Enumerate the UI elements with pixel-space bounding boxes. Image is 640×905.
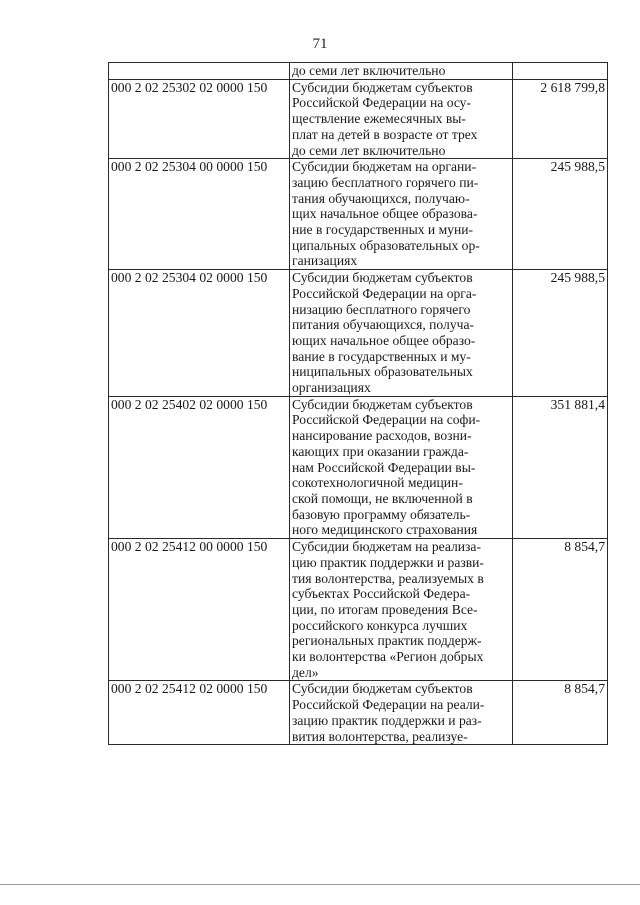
description-line: Субсидии бюджетам субъектов [292,270,473,286]
description-line: Российской Федерации на осу- [292,95,472,111]
footer-divider [0,884,640,885]
amount-cell [513,63,608,80]
description-line: тия волонтерства, реализуемых в [292,570,484,586]
description-cell [290,79,513,159]
budget-code-cell: 000 2 02 25412 02 0000 150 [109,681,290,745]
description-line: субъектах Российской Федера- [292,586,471,602]
description-line: сокотехнологичной медицин- [292,475,463,491]
description-line: ниципальных образовательных [292,364,473,380]
description-cell [290,63,513,80]
description-cell [290,270,513,397]
description-line: ции, по итогам проведения Все- [292,601,478,617]
description-line: Субсидии бюджетам субъектов [292,396,473,412]
amount-cell: 245 988,5 [513,159,608,270]
table-row [109,539,608,681]
description-line: ской помощи, не включенной в [292,490,473,506]
description-line: Субсидии бюджетам на органи- [292,159,477,175]
table-row [109,63,608,80]
description-cell [290,396,513,538]
description-line: ющих начальное общее образо- [292,332,476,348]
amount-cell: 351 881,4 [513,396,608,538]
table-row [109,79,608,159]
page-number: 71 [312,36,328,52]
description-line: ние в государственных и муни- [292,222,474,238]
description-line: кающих при оказании гражда- [292,443,469,459]
description-line: тания обучающихся, получаю- [292,190,470,206]
budget-code-cell: 000 2 02 25304 00 0000 150 [109,159,290,270]
table-row [109,270,608,397]
description-line: Российской Федерации на софи- [292,412,481,428]
budget-code-cell [109,63,290,80]
description-line: нансирование расходов, возни- [292,428,472,444]
description-line: цию практик поддержки и разви- [292,554,484,570]
budget-code-cell: 000 2 02 25402 02 0000 150 [109,396,290,538]
amount-cell: 8 854,7 [513,539,608,681]
table-row [109,396,608,538]
description-cell [290,539,513,681]
description-line: нам Российской Федерации вы- [292,459,476,475]
description-line: базовую программу обязатель- [292,506,471,522]
description-line: ществление ежемесячных вы- [292,111,466,127]
description-line: вание в государственных и му- [292,348,471,364]
description-line: дел» [292,664,319,680]
description-line: низацию бесплатного горячего [292,301,471,317]
description-line: Субсидии бюджетам субъектов [292,681,473,697]
description-line: ки волонтерства «Регион добрых [292,649,484,665]
description-line: зацию практик поддержки и раз- [292,712,482,728]
description-line: до семи лет включительно [292,142,446,158]
description-line: ного медицинского страхования [292,522,478,538]
budget-code-cell: 000 2 02 25304 02 0000 150 [109,270,290,397]
budget-code-cell: 000 2 02 25302 02 0000 150 [109,79,290,159]
description-line: зацию бесплатного горячего пи- [292,174,479,190]
description-line: российского конкурса лучших [292,617,468,633]
budget-table [108,62,608,745]
description-line: питания обучающихся, получа- [292,317,475,333]
description-line: щих начальное общее образова- [292,206,478,222]
amount-cell: 2 618 799,8 [513,79,608,159]
description-cell [290,159,513,270]
budget-table-body [109,63,608,745]
budget-code-cell: 000 2 02 25412 00 0000 150 [109,539,290,681]
description-line: Российской Федерации на реали- [292,697,485,713]
description-line: Субсидии бюджетам субъектов [292,79,473,95]
description-line: ципальных образовательных ор- [292,237,480,253]
table-row [109,681,608,745]
description-line: ганизациях [292,253,358,269]
description-line: Российской Федерации на орга- [292,285,477,301]
description-cell [290,681,513,745]
description-line: Субсидии бюджетам на реализа- [292,539,481,555]
table-row [109,159,608,270]
description-line: организациях [292,380,371,396]
description-line: до семи лет включительно [292,63,446,78]
description-line: региональных практик поддерж- [292,633,482,649]
description-line: плат на детей в возрасте от трех [292,126,478,142]
description-line: вития волонтерства, реализуе- [292,728,468,744]
amount-cell: 245 988,5 [513,270,608,397]
amount-cell: 8 854,7 [513,681,608,745]
